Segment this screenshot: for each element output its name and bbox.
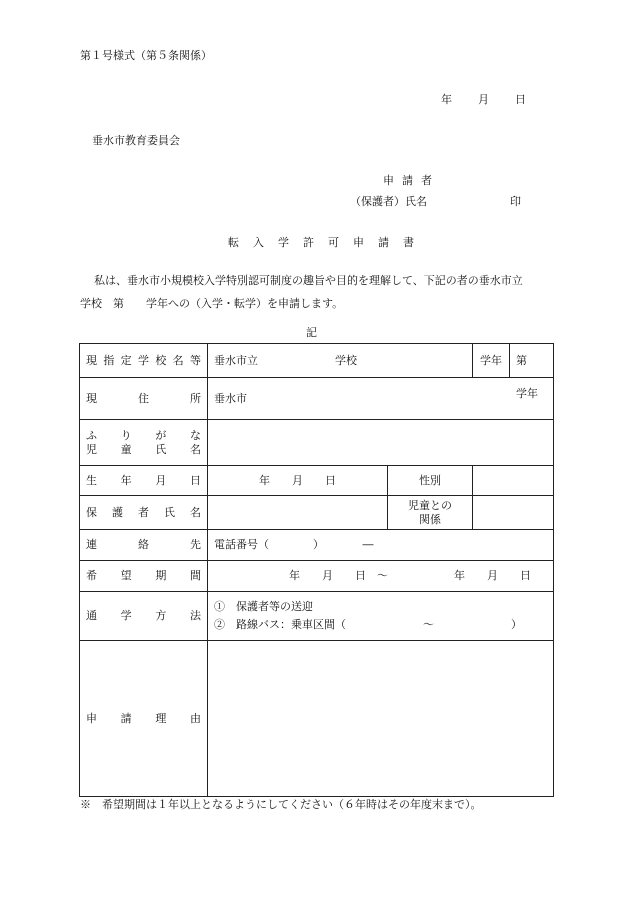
row-birth — [80, 466, 554, 496]
declaration-paragraph: 私は、垂水市小規模校入学特別認可制度の趣旨や目的を理解して、下記の者の垂水市立 学校 第 学年への（入学・転学）を申請します。 — [80, 274, 567, 310]
guardian-name-label: （保護者）氏名 — [350, 195, 427, 208]
furigana-label: ふ り が な — [86, 428, 201, 442]
contact-label-cell — [80, 530, 208, 561]
school-label: 現 指 定 学 校 名 等 — [86, 353, 201, 367]
row-address — [80, 378, 554, 420]
contact-label: 連 絡 先 — [86, 538, 201, 551]
period-label-cell — [80, 561, 208, 592]
date-line — [441, 93, 552, 107]
address-value[interactable]: 垂水市 — [208, 378, 554, 420]
school-value[interactable]: 垂水市立 学校 — [208, 344, 473, 378]
ki-heading: 記 — [306, 326, 317, 339]
child-name-value[interactable] — [208, 420, 554, 466]
applicant-label: 申請者 — [383, 174, 440, 187]
commute-options — [208, 592, 554, 641]
guardian-label: 保 護 者 氏 名 — [86, 505, 201, 519]
guardian-label-cell — [80, 496, 208, 530]
row-guardian — [80, 496, 554, 530]
row-school — [80, 344, 554, 378]
commute-label: 通 学 方 法 — [86, 609, 201, 622]
period-value[interactable]: 年 月 日 ～ 年 月 日 — [208, 561, 554, 592]
seal-mark: 印 — [510, 195, 521, 208]
relation-label-cell — [388, 496, 473, 530]
relation-value[interactable] — [473, 496, 554, 530]
sex-label: 性別 — [388, 466, 473, 496]
birth-value[interactable]: 年 月 日 — [208, 466, 388, 496]
address-label-cell — [80, 378, 208, 420]
grade-label: 学年 — [473, 344, 510, 377]
addressee: 垂水市教育委員会 — [92, 134, 180, 147]
child-name-label: 児 童 氏 名 — [86, 442, 201, 456]
reason-label: 申 請 理 由 — [86, 711, 201, 725]
reason-value[interactable] — [208, 641, 554, 797]
period-label: 希 望 期 間 — [86, 569, 201, 582]
row-contact — [80, 530, 554, 561]
grade-value[interactable]: 第 学年 — [516, 354, 549, 400]
row-period — [80, 561, 554, 592]
row-child-name — [80, 420, 554, 466]
date-day: 日 — [515, 93, 526, 106]
contact-value[interactable]: 電話番号（ ） ― — [208, 530, 554, 561]
relation-label-2: 関係 — [419, 512, 441, 526]
form-number: 第１号様式（第５条関係） — [80, 49, 212, 62]
document-title: 転入学許可申請書 — [228, 236, 428, 249]
grade-cell — [473, 344, 554, 400]
guardian-value[interactable] — [208, 496, 388, 530]
date-month: 月 — [478, 93, 489, 106]
reason-label-cell — [80, 641, 208, 797]
row-reason — [80, 641, 554, 797]
sex-value[interactable] — [473, 466, 554, 496]
footnote: ※ 希望期間は１年以上となるようにしてください（６年時はその年度末まで）。 — [80, 798, 482, 811]
birth-label-cell — [80, 466, 208, 496]
commute-option-2[interactable]: ② 路線バス：乗車区間（ ～ ） — [214, 618, 522, 631]
row-commute — [80, 592, 554, 641]
application-table — [79, 343, 554, 797]
date-year: 年 — [441, 93, 452, 106]
commute-option-1[interactable]: ① 保護者等の送迎 — [214, 600, 313, 613]
child-name-label-cell — [80, 420, 208, 466]
school-label-cell — [80, 344, 208, 378]
address-label: 現 住 所 — [86, 391, 201, 405]
birth-label: 生 年 月 日 — [86, 473, 201, 487]
relation-label-1: 児童との — [408, 498, 452, 512]
commute-label-cell — [80, 592, 208, 641]
